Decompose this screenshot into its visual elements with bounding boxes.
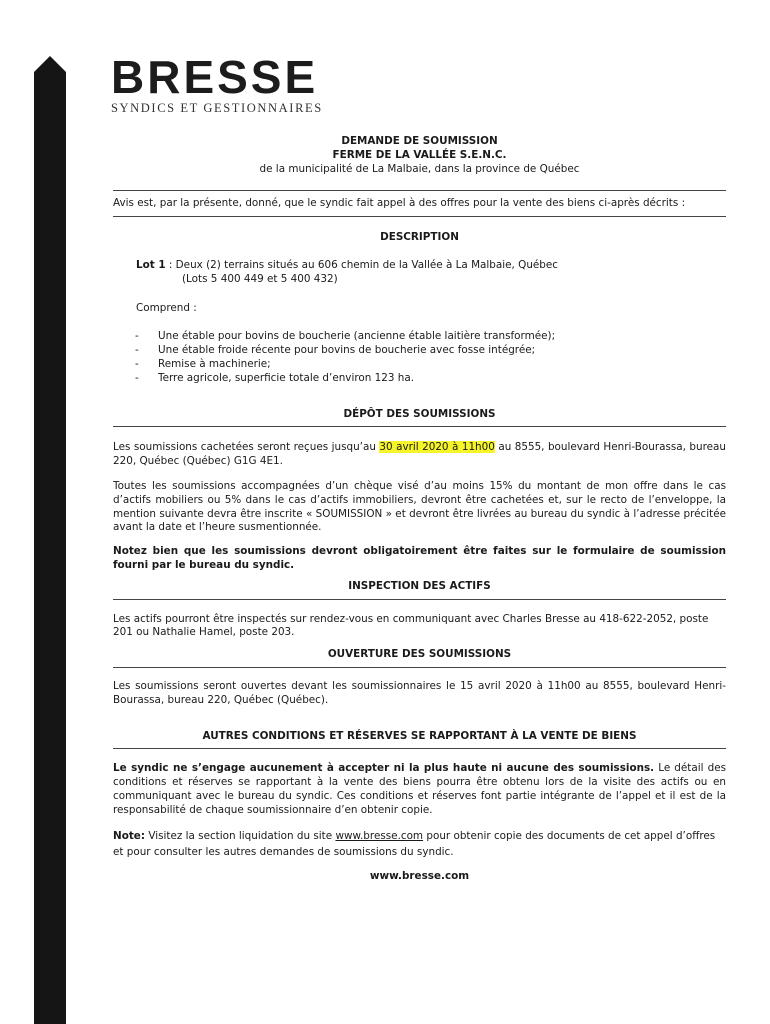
- lot-label: Lot 1: [136, 258, 166, 271]
- lot-sub: (Lots 5 400 449 et 5 400 432): [182, 272, 338, 285]
- lot-line: [113, 259, 726, 273]
- depot-notice: Notez bien que les soumissions devront obligatoirement être faites sur le formulaire de soumission fourni par le bureau du syndic.: [113, 545, 726, 571]
- company-name: FERME DE LA VALLÉE S.E.N.C.: [332, 148, 507, 161]
- bresse-logo: [111, 51, 323, 116]
- note-text: Visitez la section liquidation du site: [145, 829, 336, 842]
- conditions-text: Le détail des conditions et réserves se rapportant à la vente des biens pourra être obtenu lors de la visite des actifs ou en communiquant avec le bureau du syndic. Ces conditions et réserves font partie intégrante de l’appel et il est de la responsabilité de chaque soumissionnaire d’en obtenir copie.: [113, 762, 727, 816]
- depot-paragraph-2: Toutes les soumissions accompagnées d’un chèque visé d’au moins 15% du montant de mon offre dans le cas d’actifs mobiliers ou 5% dans le cas d’actifs immobiliers, devront être cachetées et, sur le recto de l’enveloppe, la mention suivante devra être inscrite « SOUMISSION » et devront être livrées au bureau du syndic à l’adresse précitée avant la date et l’heure susmentionnée.: [113, 479, 726, 534]
- list-item: - Remise à machinerie;: [113, 358, 726, 372]
- bresse-website-link[interactable]: www.bresse.com: [335, 829, 424, 842]
- sidebar-arrow-tip: [34, 56, 66, 72]
- list-item: - Une étable pour bovins de boucherie (ancienne étable laitière transformée);: [113, 330, 726, 344]
- divider: [113, 599, 726, 600]
- logo-subtitle: SYNDICS ET GESTIONNAIRES: [111, 101, 323, 115]
- note-label: Note:: [113, 829, 146, 842]
- divider: [113, 748, 726, 749]
- document-body: [113, 135, 726, 883]
- conditions-bold: Le syndic ne s’engage aucunement à accepter ni la plus haute ni aucune des soumissions.: [113, 762, 655, 775]
- divider: [113, 216, 726, 217]
- depot-paragraph-1: [113, 441, 726, 469]
- list-item: - Terre agricole, superficie totale d’environ 123 ha.: [113, 372, 726, 386]
- document-title: DEMANDE DE SOUMISSION: [341, 135, 498, 147]
- lot-text: : Deux (2) terrains situés au 606 chemin de la Vallée à La Malbaie, Québec: [165, 258, 559, 271]
- inspection-paragraph: Les actifs pourront être inspectés sur rendez-vous en communiquant avec Charles Bresse au 418-622-2052, poste 201 ou Nathalie Hamel, poste 203.: [113, 612, 709, 639]
- ouverture-paragraph: Les soumissions seront ouvertes devant les soumissionnaires le 15 avril 2020 à 11h00 au 8555, boulevard Henri-Bourassa, bureau 220, Québec (Québec).: [113, 679, 726, 706]
- decorative-sidebar-bar: [34, 72, 66, 1024]
- divider: [113, 667, 726, 668]
- note-text-end: pour obtenir copie des documents de cet appel d’offres et pour consulter les autres demandes de soumissions du syndic.: [113, 829, 716, 858]
- company-location: de la municipalité de La Malbaie, dans la province de Québec: [259, 162, 580, 175]
- intro-paragraph: Avis est, par la présente, donné, que le syndic fait appel à des offres pour la vente des biens ci-après décrits :: [113, 197, 686, 210]
- depot-text: Les soumissions cachetées seront reçues jusqu’au: [113, 441, 380, 454]
- deadline-highlight: 30 avril 2020 à 11h00: [379, 441, 495, 454]
- ouverture-heading: OUVERTURE DES SOUMISSIONS: [327, 648, 512, 661]
- description-heading: DESCRIPTION: [380, 231, 459, 244]
- divider: [113, 426, 726, 427]
- divider: [113, 190, 726, 191]
- depot-heading: DÉPÔT DES SOUMISSIONS: [343, 407, 496, 420]
- footer-website: www.bresse.com: [369, 869, 470, 882]
- comprend-label: Comprend :: [136, 301, 197, 314]
- conditions-paragraph: [113, 762, 726, 817]
- inspection-heading: INSPECTION DES ACTIFS: [348, 579, 491, 592]
- note-paragraph: [113, 828, 726, 860]
- conditions-heading: AUTRES CONDITIONS ET RÉSERVES SE RAPPORTANT À LA VENTE DE BIENS: [202, 729, 637, 742]
- logo-wordmark: BRESSE: [111, 51, 319, 103]
- asset-list: [113, 330, 726, 385]
- list-item: - Une étable froide récente pour bovins de boucherie avec fosse intégrée;: [113, 344, 726, 358]
- depot-address: au 8555, boulevard Henri-Bourassa, bureau 220, Québec (Québec) G1G 4E1.: [113, 441, 726, 468]
